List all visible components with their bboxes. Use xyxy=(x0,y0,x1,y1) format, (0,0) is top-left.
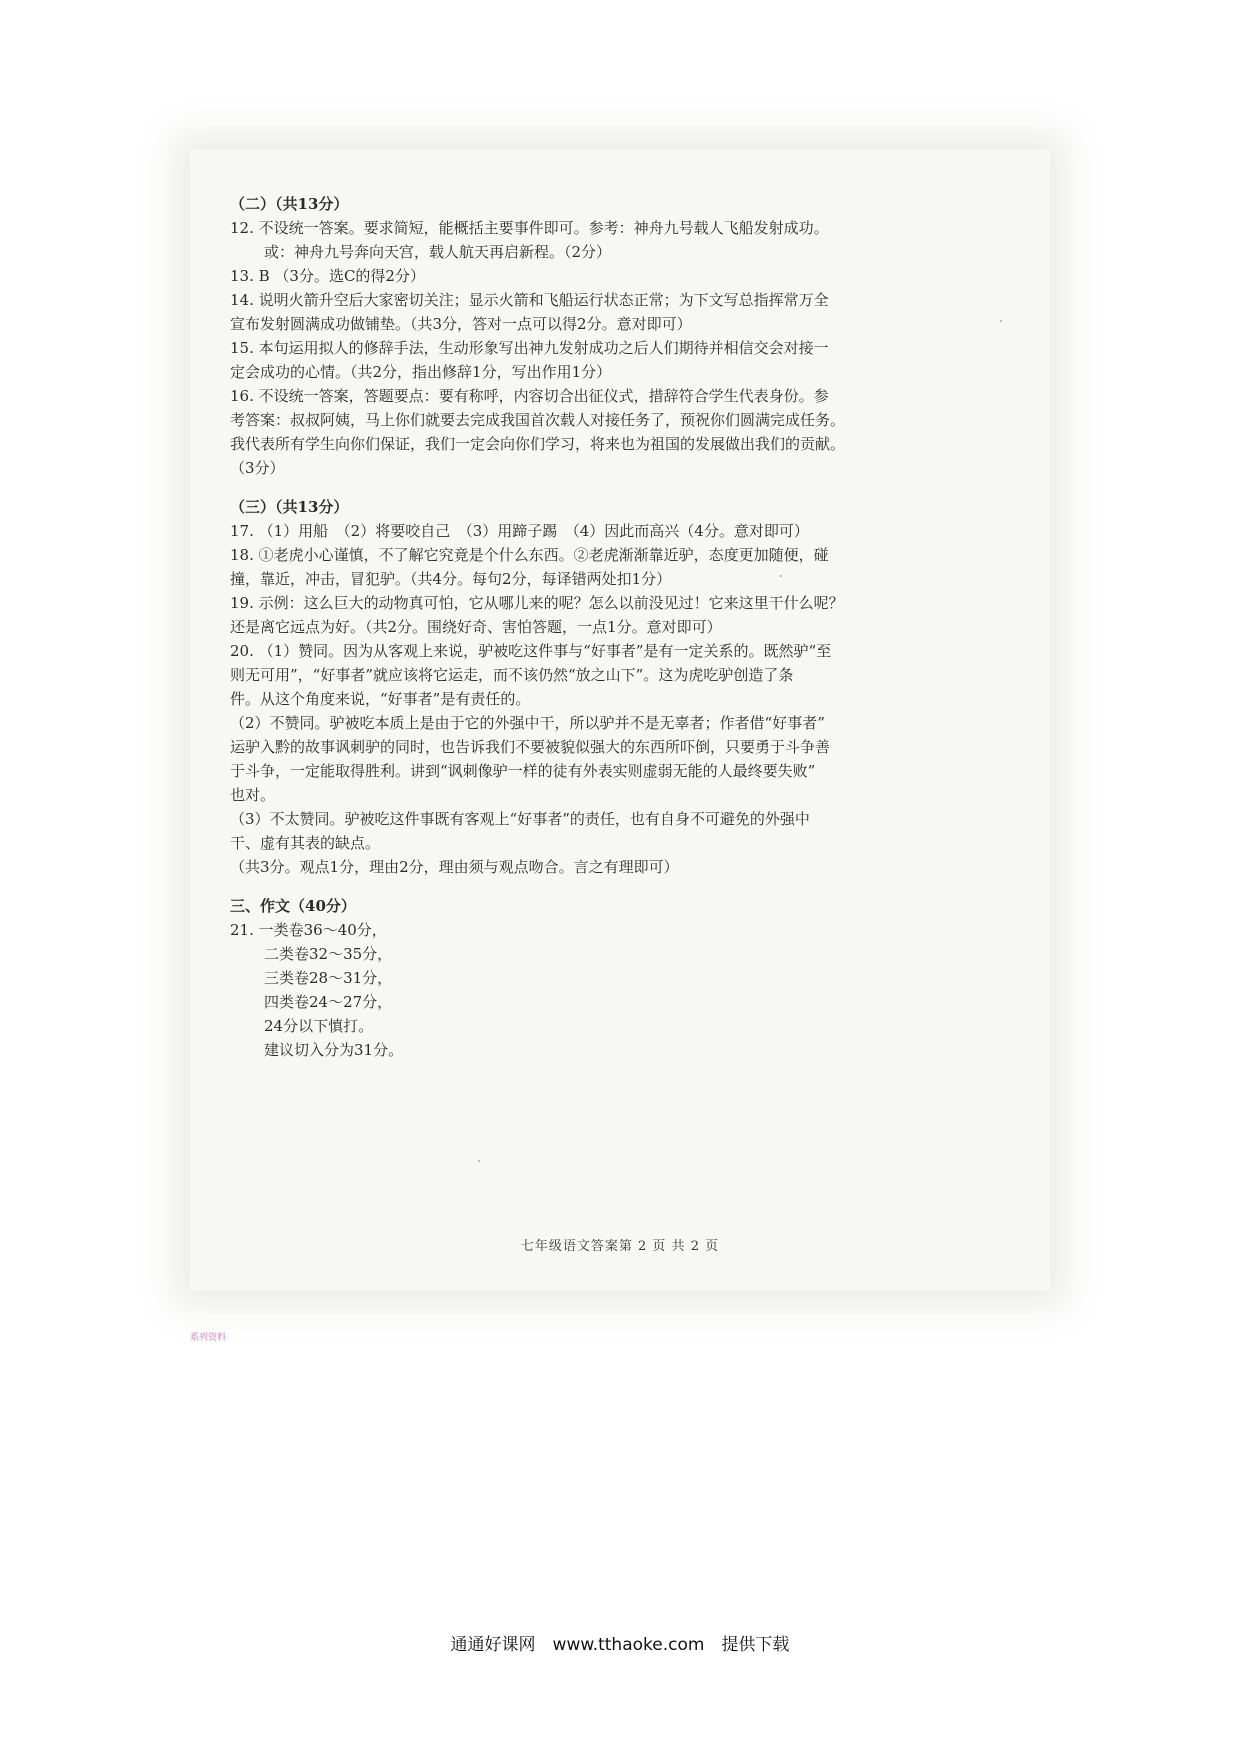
answer-line: 15. 本句运用拟人的修辞手法，生动形象写出神九发射成功之后人们期待并相信交会对接一 xyxy=(230,339,829,357)
answer-line: 12. 不设统一答案。要求简短，能概括主要事件即可。参考：神舟九号载人飞船发射成功。 xyxy=(230,219,829,237)
answer-line: （2）不赞同。驴被吃本质上是由于它的外强中干，所以驴并不是无辜者；作者借“好事者” xyxy=(230,714,825,732)
answer-line: 于斗争，一定能取得胜利。讲到“讽刺像驴一样的徒有外表实则虚弱无能的人最终要失败” xyxy=(230,762,816,780)
answer-line: 建议切入分为31分。 xyxy=(264,1041,404,1059)
answer-line: 二类卷32～35分， xyxy=(264,945,393,963)
answer-line: 则无可用”，“好事者”就应该将它运走，而不该仍然“放之山下”。这为虎吃驴创造了条 xyxy=(230,666,794,684)
section-heading: （三）（共13分） xyxy=(230,498,349,516)
answer-line: 14. 说明火箭升空后大家密切关注；显示火箭和飞船运行状态正常；为下文写总指挥常万全 xyxy=(230,291,829,309)
answer-line: 18. ①老虎小心谨慎，不了解它究竟是个什么东西。②老虎渐渐靠近驴，态度更加随便，碰 xyxy=(230,546,829,564)
answer-line: 16. 不设统一答案，答题要点：要有称呼，内容切合出征仪式，措辞符合学生代表身份。参 xyxy=(230,387,829,405)
answer-line: 干、虚有其表的缺点。 xyxy=(230,834,381,852)
answer-line: （3）不太赞同。驴被吃这件事既有客观上“好事者”的责任，也有自身不可避免的外强中 xyxy=(230,810,810,828)
answer-line: 考答案：叔叔阿姨，马上你们就要去完成我国首次载人对接任务了，预祝你们圆满完成任务。 xyxy=(230,411,846,429)
answer-line: （3分） xyxy=(230,459,285,477)
answer-line: 24分以下慎打。 xyxy=(264,1017,374,1035)
answer-line: 四类卷24～27分， xyxy=(264,993,393,1011)
download-footer: 通通好课网 www.tthaoke.com 提供下载 xyxy=(450,1635,790,1655)
answer-line: （共3分。观点1分，理由2分，理由须与观点吻合。言之有理即可） xyxy=(230,858,679,876)
answer-line: 还是离它远点为好。（共2分。围绕好奇、害怕答题，一点1分。意对即可） xyxy=(230,618,722,636)
answer-line: 13. B （3分。选C的得2分） xyxy=(230,267,425,285)
scan-speck xyxy=(478,1160,480,1162)
answer-line: 或：神舟九号奔向天宫，载人航天再启新程。（2分） xyxy=(264,243,612,261)
answer-line: 我代表所有学生向你们保证，我们一定会向你们学习，将来也为祖国的发展做出我们的贡献。 xyxy=(230,435,846,453)
answer-line: 17. （1）用船 （2）将要咬自己 （3）用蹄子踢 （4）因此而高兴（4分。意对即可） xyxy=(230,522,809,540)
answer-line: 宣布发射圆满成功做铺垫。（共3分，答对一点可以得2分。意对即可） xyxy=(230,315,692,333)
section-gap xyxy=(230,480,890,495)
answer-line: 19. 示例：这么巨大的动物真可怕，它从哪儿来的呢？怎么以前没见过！它来这里干什么呢？ xyxy=(230,594,844,612)
answer-content xyxy=(230,192,890,1062)
answer-line: 三类卷28～31分， xyxy=(264,969,393,987)
section-heading: （二）（共13分） xyxy=(230,195,349,213)
answer-line: 件。从这个角度来说，“好事者”是有责任的。 xyxy=(230,690,531,708)
section-gap xyxy=(230,879,890,894)
answer-line: 也对。 xyxy=(230,786,276,804)
section-heading: 三、作文（40分） xyxy=(230,897,356,915)
answer-line: 21. 一类卷36～40分， xyxy=(230,921,387,939)
answer-line: 20. （1）赞同。因为从客观上来说，驴被吃这件事与“好事者”是有一定关系的。既然驴“至 xyxy=(230,642,832,660)
scan-speck xyxy=(1000,320,1002,322)
series-material-link[interactable]: 系列资料 xyxy=(190,1333,227,1343)
answer-line: 运驴入黔的故事讽刺驴的同时，也告诉我们不要被貌似强大的东西所吓倒，只要勇于斗争善 xyxy=(230,738,831,756)
answer-line: 定会成功的心情。（共2分，指出修辞1分，写出作用1分） xyxy=(230,363,612,381)
answer-line: 撞，靠近，冲击，冒犯驴。（共4分。每句2分，每译错两处扣1分） xyxy=(230,570,672,588)
scan-page-footer: 七年级语文答案第 2 页 共 2 页 xyxy=(520,1239,720,1254)
